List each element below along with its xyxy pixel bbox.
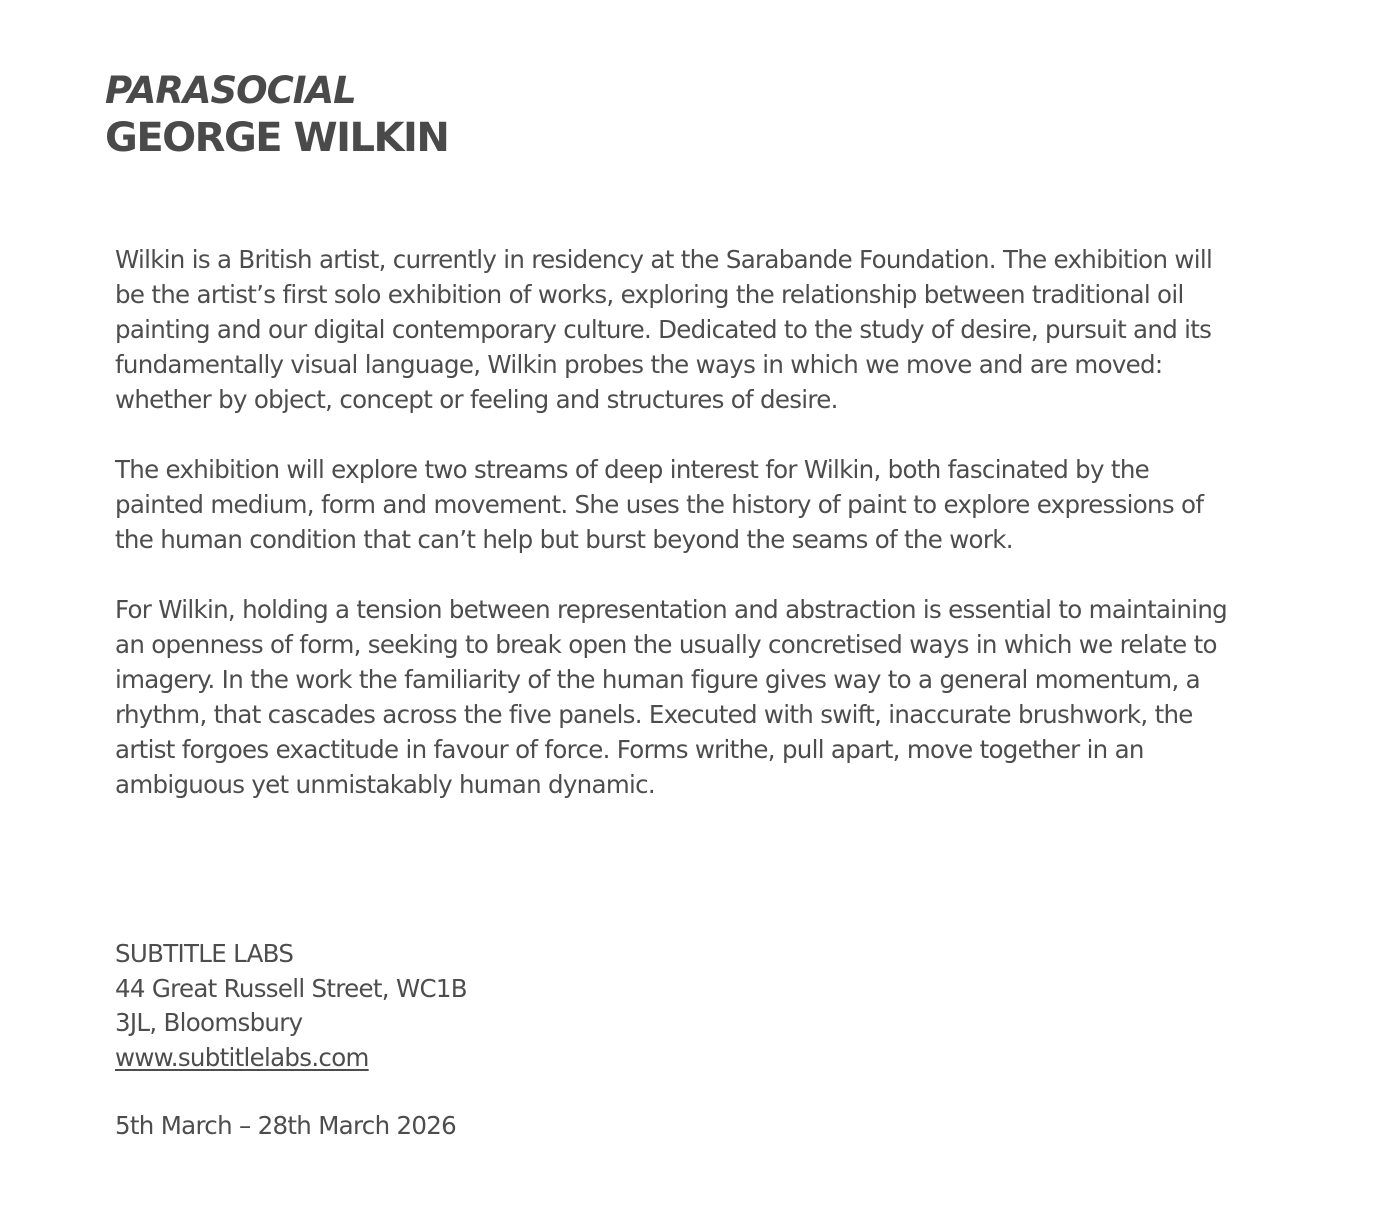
venue-address-line1: 44 Great Russell Street, WC1B [115, 973, 467, 1003]
venue-name: SUBTITLE LABS [115, 939, 294, 968]
exhibition-title: PARASOCIAL [105, 69, 356, 112]
description-paragraph: The exhibition will explore two streams of deep interest for Wilkin, both fascinated by the painted medium, form and movement. She uses the history of paint to explore expressions of the human condition that can’t help but burst beyond the seams of the work. [115, 455, 1204, 554]
exhibition-dates: 5th March – 28th March 2026 [115, 1111, 457, 1140]
description-paragraph: For Wilkin, holding a tension between representation and abstraction is essential to maintaining an openness of form, seeking to break open the usually concretised ways in which we relate to imagery. In the work the familiarity of the human figure gives way to a general momentum, a rhythm, that cascades across the five panels. Executed with swift, inaccurate brushwork, the artist forgoes exactitude in favour of force. Forms writhe, pull apart, move together in an ambiguous yet unmistakably human dynamic. [115, 595, 1228, 799]
venue-info [115, 937, 467, 1144]
description-paragraph: Wilkin is a British artist, currently in residency at the Sarabande Foundation. The exhibition will be the artist’s first solo exhibition of works, exploring the relationship between traditional oil painting and our digital contemporary culture. Dedicated to the study of desire, pursuit and its fundamentally visual language, Wilkin probes the ways in which we move and are moved: whether by object, concept or feeling and structures of desire. [115, 245, 1213, 414]
exhibition-description [115, 242, 1235, 837]
artist-name: GEORGE WILKIN [105, 115, 449, 161]
venue-website-link[interactable]: www.subtitlelabs.com [115, 1042, 369, 1072]
venue-address-line2: 3JL, Bloomsbury [115, 1008, 303, 1037]
exhibition-header [105, 68, 448, 162]
